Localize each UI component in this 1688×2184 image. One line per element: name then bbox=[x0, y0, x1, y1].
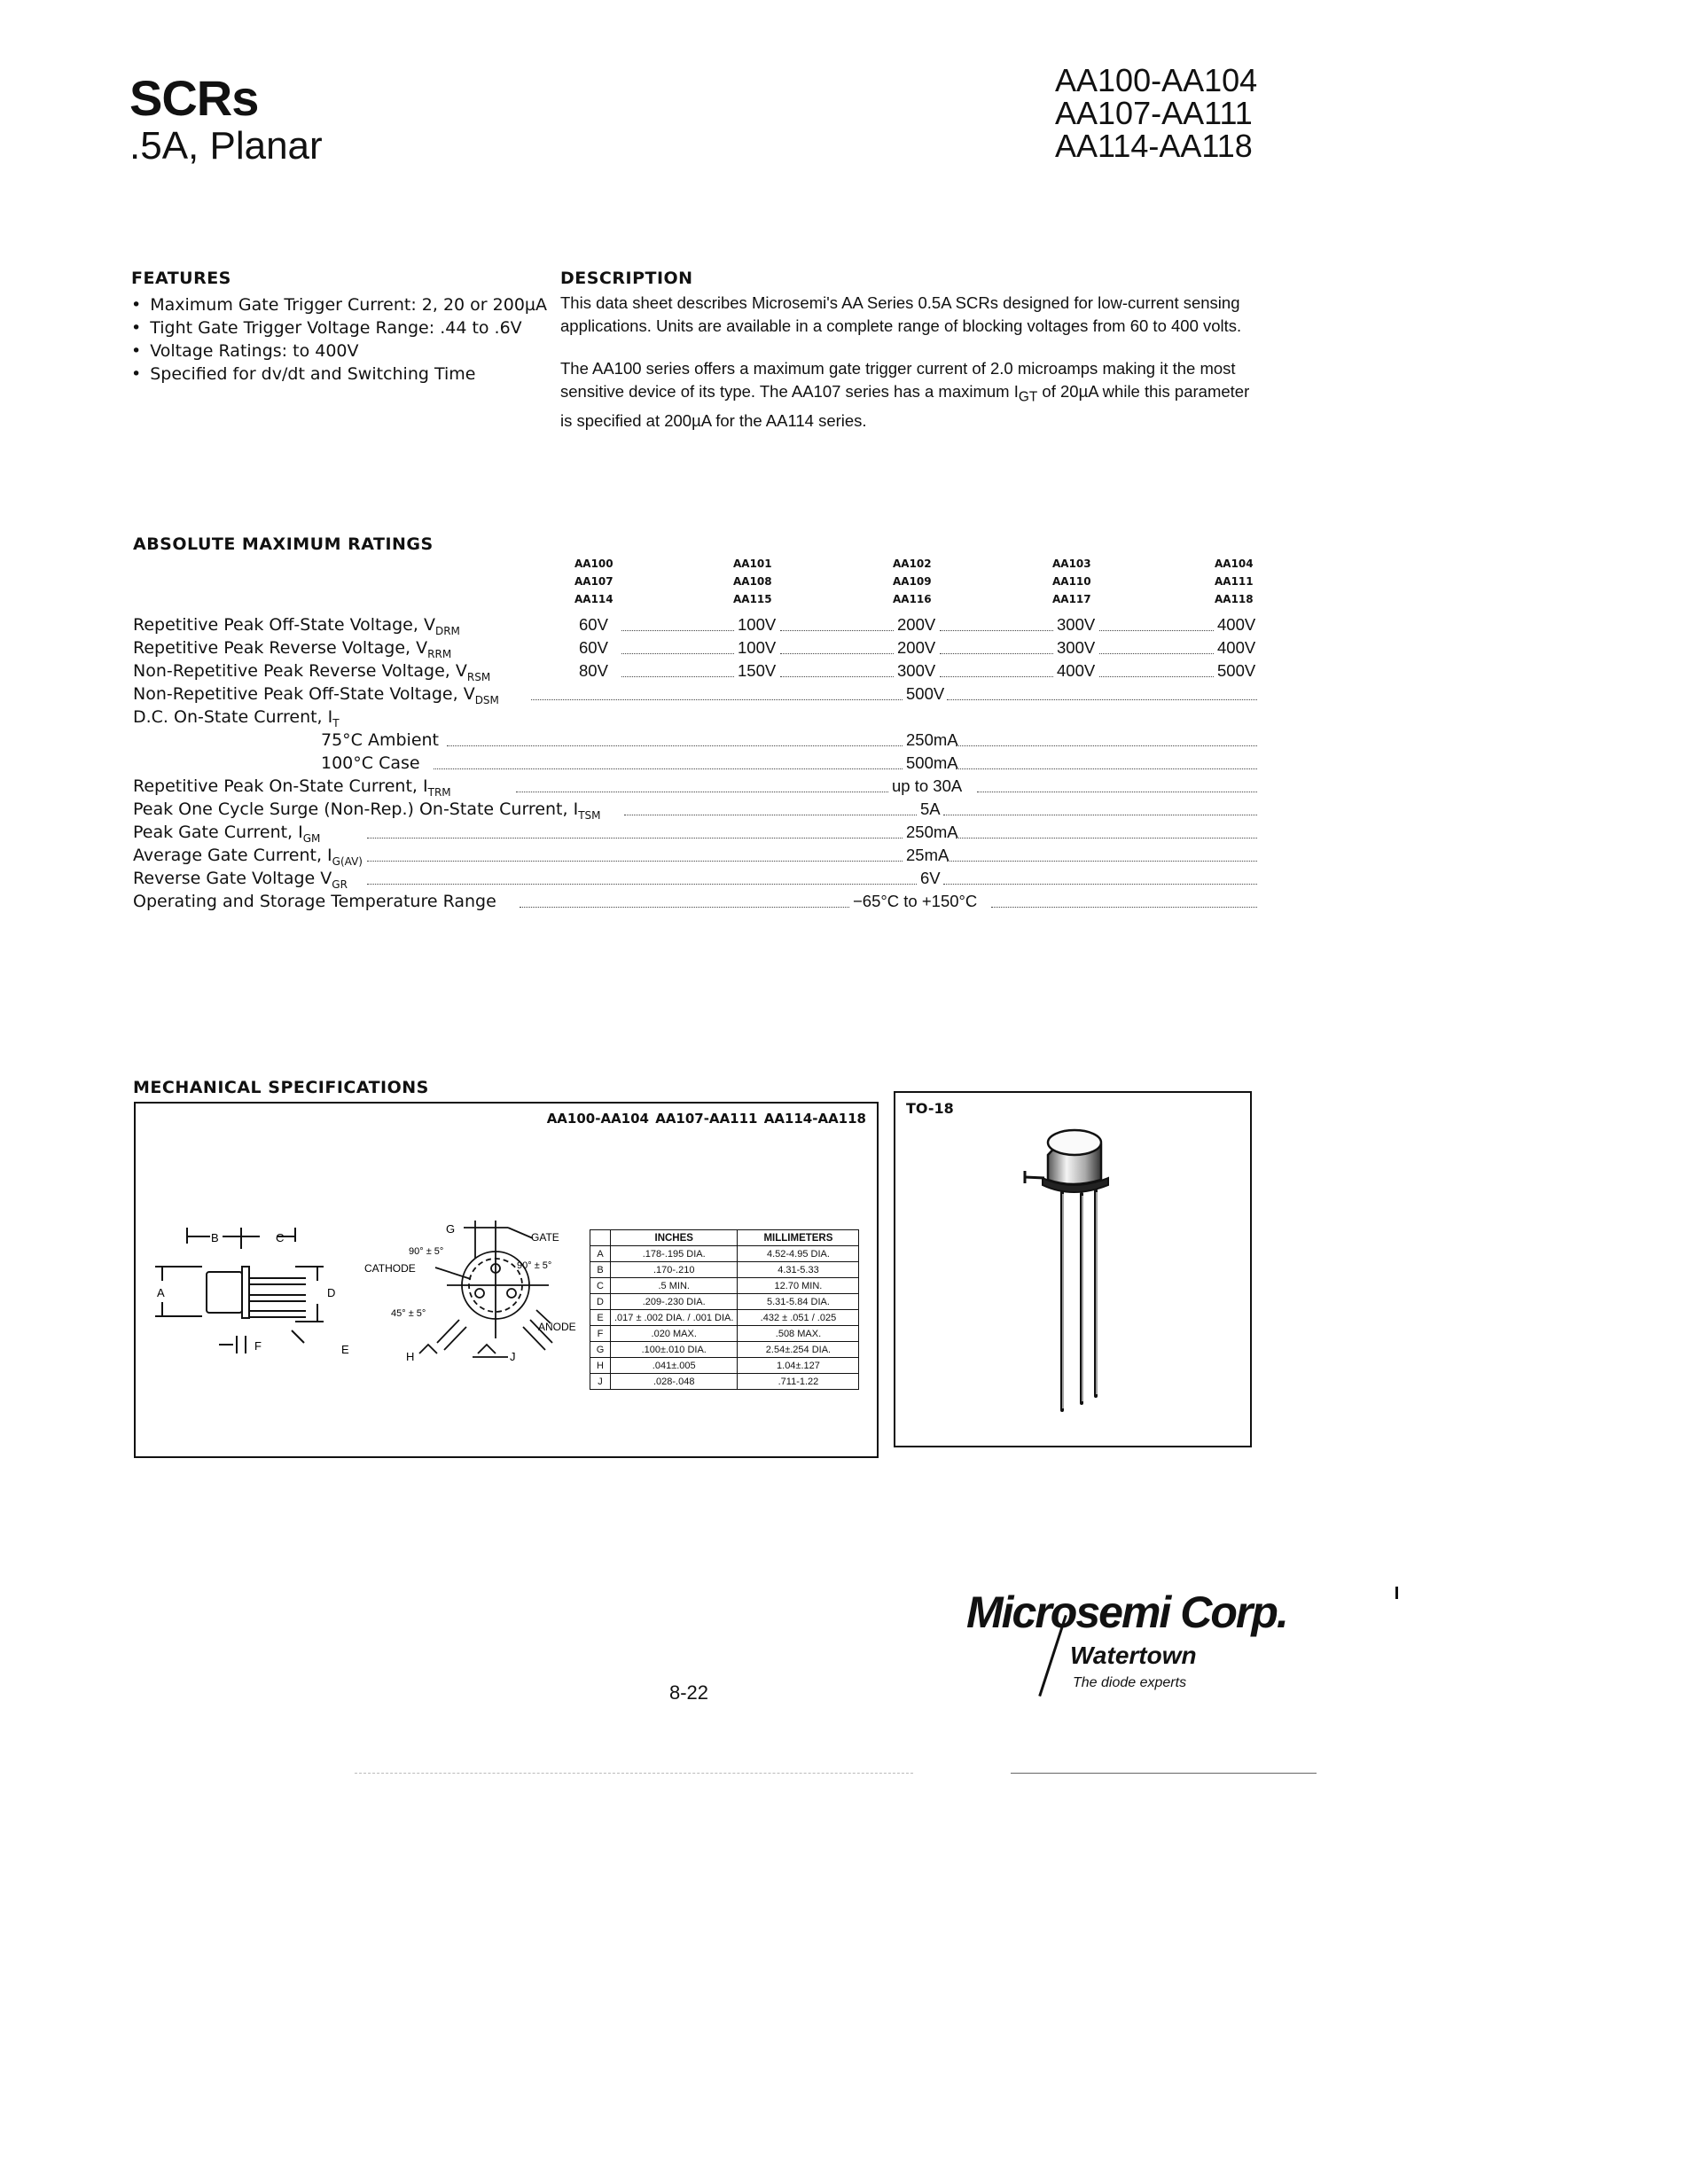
inches-cell: .170-.210 bbox=[611, 1262, 738, 1278]
millimeters-cell: 1.04±.127 bbox=[738, 1358, 859, 1374]
rating-label bbox=[321, 753, 420, 773]
rating-value: 500V bbox=[906, 684, 945, 703]
ratings-column-header bbox=[733, 555, 772, 608]
inches-cell: .100±.010 DIA. bbox=[611, 1342, 738, 1358]
scan-rule bbox=[355, 1773, 913, 1774]
rating-value: 400V bbox=[1217, 638, 1256, 657]
company-logo: Microsemi Corp. bbox=[966, 1587, 1287, 1637]
ratings-row bbox=[133, 892, 1259, 915]
description-text: The AA100 series offers a maximum gate trigger current of 2.0 microamps making it the most sensitive device of its type. The AA107 series has a maximum I bbox=[560, 359, 1236, 401]
angle-label: 45° ± 5° bbox=[391, 1308, 426, 1319]
rating-label-text: Non-Repetitive Peak Off-State Voltage, V bbox=[133, 684, 475, 704]
rating-label bbox=[133, 846, 363, 868]
column-part-number: AA115 bbox=[733, 593, 772, 605]
rating-label-text: 75°C Ambient bbox=[321, 730, 440, 750]
rating-value: 250mA bbox=[906, 730, 958, 749]
dimension-key: G bbox=[590, 1342, 611, 1358]
dim-label-e: E bbox=[341, 1343, 349, 1356]
millimeters-cell: 5.31-5.84 DIA. bbox=[738, 1294, 859, 1310]
package-photo-box bbox=[894, 1091, 1252, 1447]
rating-value: 60V bbox=[579, 615, 608, 634]
cathode-label: CATHODE bbox=[364, 1262, 416, 1275]
dimensions-table bbox=[590, 1229, 859, 1390]
dot-leader bbox=[434, 768, 903, 769]
ratings-row bbox=[133, 615, 1259, 638]
rating-value: 500V bbox=[1217, 661, 1256, 680]
gate-label: GATE bbox=[531, 1231, 559, 1244]
rating-value: 200V bbox=[897, 615, 936, 634]
dim-label-h: H bbox=[406, 1350, 415, 1363]
rating-label bbox=[133, 892, 496, 911]
rating-label bbox=[133, 800, 601, 822]
column-part-number: AA101 bbox=[733, 558, 772, 570]
dot-leader bbox=[1099, 676, 1214, 677]
dot-leader bbox=[1099, 630, 1214, 631]
rating-label-text: Peak Gate Current, I bbox=[133, 823, 303, 842]
dot-leader bbox=[367, 884, 917, 885]
table-header-key bbox=[590, 1230, 611, 1246]
rating-label bbox=[133, 661, 490, 683]
feature-item: • Voltage Ratings: to 400V bbox=[131, 339, 547, 363]
dot-leader bbox=[991, 907, 1257, 908]
dimension-key: D bbox=[590, 1294, 611, 1310]
angle-label: 90° ± 5° bbox=[409, 1246, 444, 1257]
column-part-number: AA117 bbox=[1052, 593, 1091, 605]
dimension-key: A bbox=[590, 1246, 611, 1262]
ratings-row bbox=[133, 869, 1259, 892]
dot-leader bbox=[780, 653, 894, 654]
ratings-row bbox=[133, 753, 1259, 776]
ratings-row bbox=[133, 638, 1259, 661]
rating-label-text: D.C. On-State Current, I bbox=[133, 707, 333, 727]
dot-leader bbox=[621, 676, 734, 677]
millimeters-cell: 4.52-4.95 DIA. bbox=[738, 1246, 859, 1262]
dot-leader bbox=[780, 676, 894, 677]
inches-cell: .209-.230 DIA. bbox=[611, 1294, 738, 1310]
column-part-number: AA116 bbox=[893, 593, 932, 605]
table-row bbox=[590, 1246, 859, 1262]
ratings-column-header bbox=[893, 555, 932, 608]
dimension-key: H bbox=[590, 1358, 611, 1374]
model-range-list bbox=[1055, 64, 1257, 162]
dot-leader bbox=[956, 768, 1257, 769]
dot-leader bbox=[943, 884, 1257, 885]
rating-label-subscript: GM bbox=[302, 831, 321, 845]
table-header-inches: INCHES bbox=[611, 1230, 738, 1246]
rating-value: 200V bbox=[897, 638, 936, 657]
description-section bbox=[560, 269, 1252, 433]
rating-value: 250mA bbox=[906, 823, 958, 841]
column-part-number: AA102 bbox=[893, 558, 932, 570]
table-row bbox=[590, 1326, 859, 1342]
dim-label-g: G bbox=[446, 1222, 456, 1236]
ratings-row bbox=[133, 823, 1259, 846]
rating-label-subscript: GR bbox=[332, 878, 348, 891]
description-subscript: GT bbox=[1018, 389, 1038, 405]
dot-leader bbox=[1099, 653, 1214, 654]
dot-leader bbox=[947, 861, 1257, 862]
millimeters-cell: 12.70 MIN. bbox=[738, 1278, 859, 1294]
inches-cell: .028-.048 bbox=[611, 1374, 738, 1390]
rating-label bbox=[133, 823, 320, 845]
rating-label bbox=[133, 615, 460, 637]
dot-leader bbox=[940, 653, 1053, 654]
rating-value: 60V bbox=[579, 638, 608, 657]
inches-cell: .020 MAX. bbox=[611, 1326, 738, 1342]
dim-label-b: B bbox=[211, 1231, 219, 1244]
model-range: AA107-AA111 bbox=[1055, 95, 1253, 131]
rating-value: 100V bbox=[738, 638, 777, 657]
feature-item: • Tight Gate Trigger Voltage Range: .44 to .6V bbox=[131, 316, 547, 339]
feature-item: • Specified for dv/dt and Switching Time bbox=[131, 363, 547, 386]
anode-label: ANODE bbox=[538, 1321, 576, 1333]
dot-leader bbox=[947, 699, 1257, 700]
page-title: SCRs bbox=[129, 70, 259, 126]
rating-value: −65°C to +150°C bbox=[853, 892, 978, 910]
ratings-row bbox=[133, 730, 1259, 753]
millimeters-cell: .508 MAX. bbox=[738, 1326, 859, 1342]
column-part-number: AA108 bbox=[733, 575, 772, 588]
rating-value: 300V bbox=[1057, 638, 1096, 657]
column-part-number: AA104 bbox=[1215, 558, 1254, 570]
dimension-key: E bbox=[590, 1310, 611, 1326]
dot-leader bbox=[621, 653, 734, 654]
ratings-heading: ABSOLUTE MAXIMUM RATINGS bbox=[133, 534, 434, 554]
angle-label: 90° ± 5° bbox=[517, 1260, 552, 1271]
table-row bbox=[590, 1374, 859, 1390]
rating-label-text: Repetitive Peak Reverse Voltage, V bbox=[133, 638, 428, 658]
rating-label-subscript: DSM bbox=[474, 693, 499, 706]
dimensions-box bbox=[134, 1102, 879, 1458]
rating-label-text: Repetitive Peak Off-State Voltage, V bbox=[133, 615, 435, 635]
column-part-number: AA103 bbox=[1052, 558, 1091, 570]
dimension-key: C bbox=[590, 1278, 611, 1294]
table-row bbox=[590, 1310, 859, 1326]
features-section bbox=[131, 269, 547, 386]
millimeters-cell: 2.54±.254 DIA. bbox=[738, 1342, 859, 1358]
rating-label bbox=[133, 638, 451, 660]
rating-label bbox=[133, 776, 451, 799]
features-heading: FEATURES bbox=[131, 269, 231, 288]
ratings-row bbox=[133, 800, 1259, 823]
dimensions-box-title: AA100-AA104 AA107-AA111 AA114-AA118 bbox=[546, 1111, 866, 1127]
dimension-key: B bbox=[590, 1262, 611, 1278]
rating-label-subscript: TSM bbox=[578, 808, 601, 822]
millimeters-cell: .711-1.22 bbox=[738, 1374, 859, 1390]
dim-label-a: A bbox=[157, 1286, 165, 1299]
table-row bbox=[590, 1342, 859, 1358]
ratings-row bbox=[133, 776, 1259, 800]
table-row bbox=[590, 1262, 859, 1278]
rating-label-subscript: RRM bbox=[427, 647, 452, 660]
rating-label-text: Reverse Gate Voltage V bbox=[133, 869, 332, 888]
dot-leader bbox=[956, 745, 1257, 746]
dimension-key: F bbox=[590, 1326, 611, 1342]
rating-label-subscript: G(AV) bbox=[332, 854, 363, 868]
rating-label-subscript: DRM bbox=[434, 624, 460, 637]
dot-leader bbox=[780, 630, 894, 631]
scan-rule bbox=[1011, 1773, 1317, 1774]
ratings-column-header bbox=[1215, 555, 1254, 608]
rating-value: 150V bbox=[738, 661, 777, 680]
millimeters-cell: .432 ± .051 / .025 bbox=[738, 1310, 859, 1326]
to18-package-illustration bbox=[895, 1093, 1250, 1446]
inches-cell: .017 ± .002 DIA. / .001 DIA. bbox=[611, 1310, 738, 1326]
model-range: AA100-AA104 bbox=[1055, 62, 1258, 98]
description-paragraph bbox=[560, 357, 1252, 433]
description-paragraph: This data sheet describes Microsemi's AA Series 0.5A SCRs designed for low-current sensing applications. Units are available in a complete range of blocking voltages from 60 to 400 volts. bbox=[560, 293, 1242, 335]
rating-label-subscript: TRM bbox=[427, 785, 451, 799]
dot-leader bbox=[940, 630, 1053, 631]
rating-label-text: Average Gate Current, I bbox=[133, 846, 332, 865]
rating-value: 100V bbox=[738, 615, 777, 634]
column-part-number: AA114 bbox=[574, 593, 613, 605]
mechanical-heading: MECHANICAL SPECIFICATIONS bbox=[133, 1078, 429, 1097]
dot-leader bbox=[367, 861, 903, 862]
column-part-number: AA111 bbox=[1215, 575, 1254, 588]
rating-value: 6V bbox=[920, 869, 941, 887]
company-location: Watertown bbox=[1070, 1642, 1197, 1669]
column-part-number: AA107 bbox=[574, 575, 613, 588]
ratings-column-header bbox=[1052, 555, 1091, 608]
dot-leader bbox=[520, 907, 849, 908]
dimension-key: J bbox=[590, 1374, 611, 1390]
feature-item: • Maximum Gate Trigger Current: 2, 20 or 200µA bbox=[131, 293, 547, 316]
page-subtitle: .5A, Planar bbox=[129, 124, 323, 168]
description-text: of 20µA while this parameter is specified at 200µA for the AA114 series. bbox=[560, 382, 1250, 430]
column-part-number: AA110 bbox=[1052, 575, 1091, 588]
dim-label-c: C bbox=[276, 1231, 285, 1244]
company-tagline: The diode experts bbox=[1073, 1675, 1187, 1690]
rating-label-text: Peak One Cycle Surge (Non-Rep.) On-State Current, I bbox=[133, 800, 579, 819]
rating-value: 5A bbox=[920, 800, 941, 818]
table-row bbox=[590, 1294, 859, 1310]
table-header-mm: MILLIMETERS bbox=[738, 1230, 859, 1246]
inches-cell: .041±.005 bbox=[611, 1358, 738, 1374]
rating-value: 300V bbox=[897, 661, 936, 680]
dim-label-f: F bbox=[254, 1339, 262, 1353]
inches-cell: .5 MIN. bbox=[611, 1278, 738, 1294]
dot-leader bbox=[621, 630, 734, 631]
rating-value: 500mA bbox=[906, 753, 958, 772]
rating-value: 25mA bbox=[906, 846, 950, 864]
rating-label-subscript: RSM bbox=[466, 670, 491, 683]
rating-label-text: Repetitive Peak On-State Current, I bbox=[133, 776, 428, 796]
rating-label bbox=[133, 869, 348, 891]
rating-label-text: Operating and Storage Temperature Range bbox=[133, 892, 496, 911]
dot-leader bbox=[940, 676, 1053, 677]
dim-label-j: J bbox=[510, 1350, 516, 1363]
dot-leader bbox=[447, 745, 903, 746]
dot-leader bbox=[531, 699, 903, 700]
rating-value: 80V bbox=[579, 661, 608, 680]
rating-value: 400V bbox=[1217, 615, 1256, 634]
dim-label-d: D bbox=[327, 1286, 336, 1299]
ratings-row bbox=[133, 707, 1259, 730]
rating-label-subscript: T bbox=[332, 716, 340, 729]
model-range: AA114-AA118 bbox=[1055, 128, 1253, 164]
rating-value: 300V bbox=[1057, 615, 1096, 634]
ratings-row bbox=[133, 684, 1259, 707]
rating-value: up to 30A bbox=[892, 776, 963, 795]
column-part-number: AA100 bbox=[574, 558, 613, 570]
rating-label bbox=[133, 684, 499, 706]
package-type-label: TO-18 bbox=[906, 1100, 954, 1117]
inches-cell: .178-.195 DIA. bbox=[611, 1246, 738, 1262]
rating-label bbox=[321, 730, 439, 750]
margin-mark bbox=[1395, 1587, 1398, 1599]
table-row bbox=[590, 1358, 859, 1374]
table-row bbox=[590, 1278, 859, 1294]
ratings-row bbox=[133, 846, 1259, 869]
rating-label-text: 100°C Case bbox=[321, 753, 420, 773]
description-heading: DESCRIPTION bbox=[560, 269, 693, 288]
page-number: 8-22 bbox=[669, 1681, 709, 1704]
column-part-number: AA118 bbox=[1215, 593, 1254, 605]
ratings-column-header bbox=[574, 555, 613, 608]
ratings-row bbox=[133, 661, 1259, 684]
column-part-number: AA109 bbox=[893, 575, 932, 588]
rating-value: 400V bbox=[1057, 661, 1096, 680]
millimeters-cell: 4.31-5.33 bbox=[738, 1262, 859, 1278]
rating-label bbox=[133, 707, 340, 729]
rating-label-text: Non-Repetitive Peak Reverse Voltage, V bbox=[133, 661, 467, 681]
